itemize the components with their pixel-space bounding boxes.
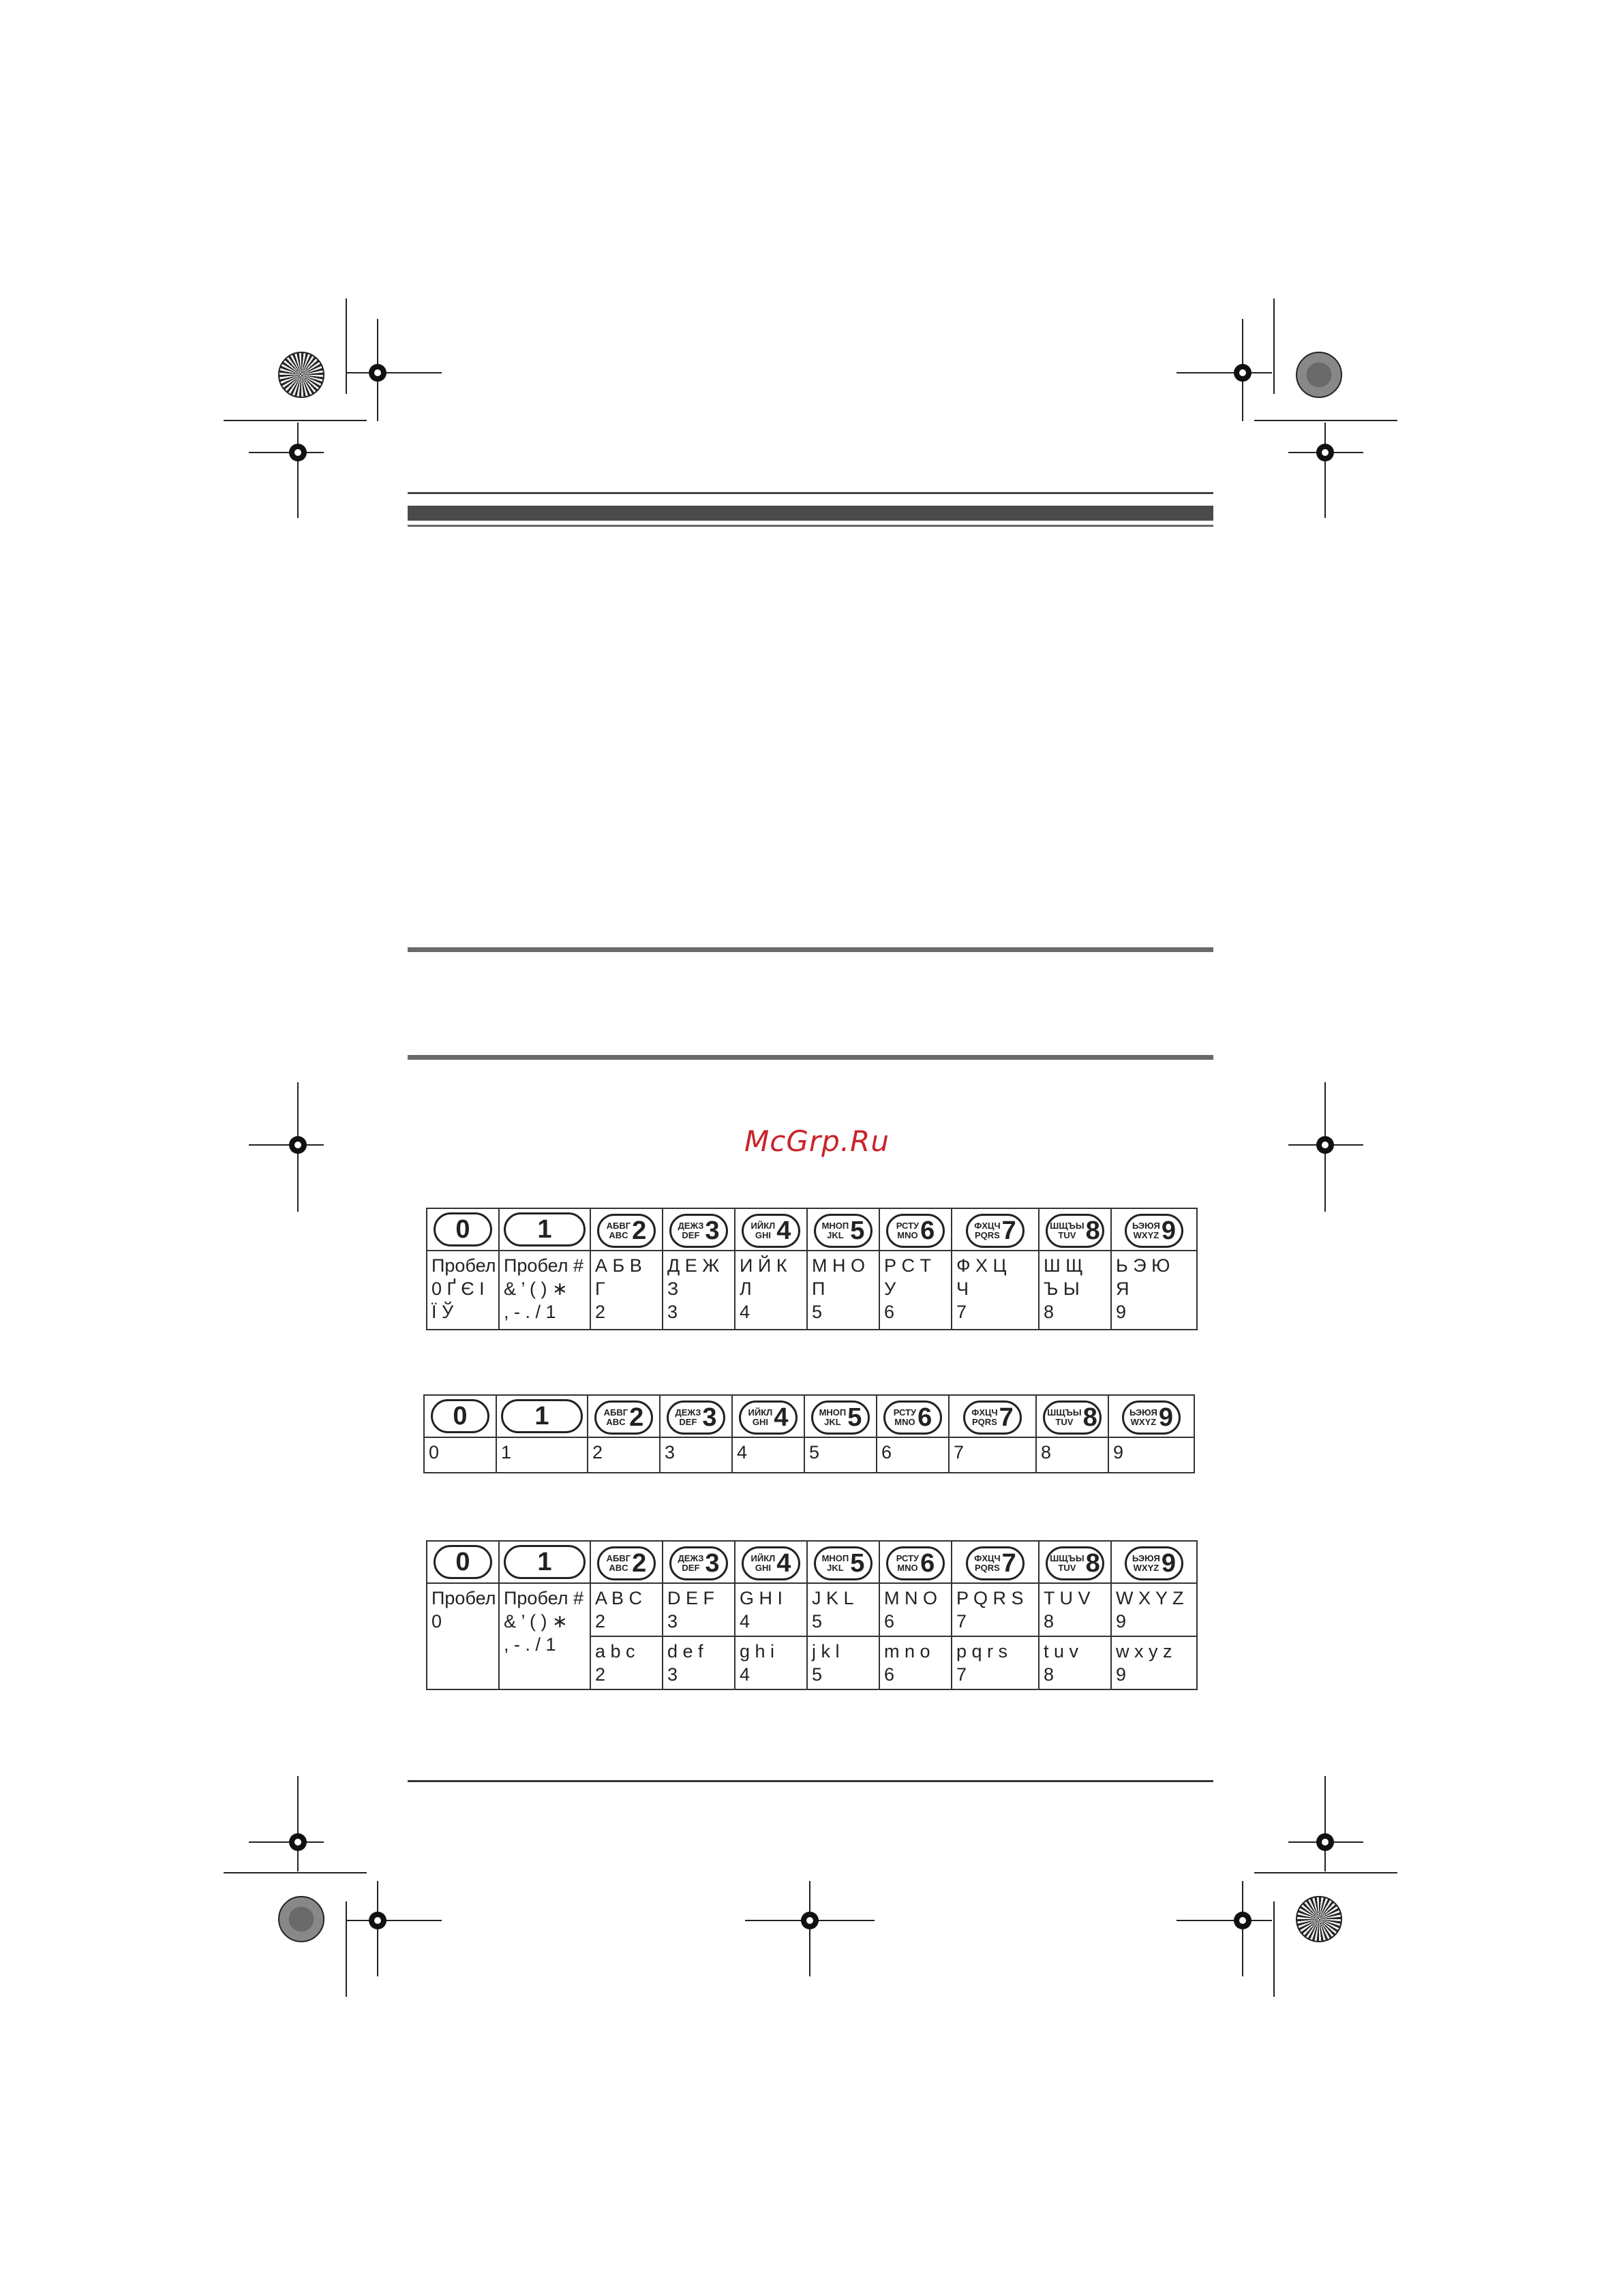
key-4-icon: ИЙКЛ GHI 4 xyxy=(739,1400,798,1435)
key-8-icon: ШЩЪЫ TUV 8 xyxy=(1043,1400,1102,1435)
key-cell xyxy=(1039,1541,1111,1583)
registration-mark-icon xyxy=(289,1833,307,1851)
key-cell xyxy=(590,1208,663,1251)
registration-mark-icon xyxy=(801,1912,819,1929)
crop-line xyxy=(1177,1920,1272,1921)
key-1-icon: 1 xyxy=(504,1545,586,1579)
registration-mark-icon xyxy=(1316,1833,1334,1851)
character-cell: 1 xyxy=(496,1437,588,1473)
key-row xyxy=(424,1395,1194,1437)
crop-line xyxy=(297,1776,299,1871)
character-row-upper xyxy=(427,1583,1197,1636)
character-cell: Ш Щ Ъ Ы 8 xyxy=(1039,1251,1111,1330)
header-thin-rule xyxy=(408,492,1213,494)
character-row xyxy=(424,1437,1194,1473)
key-7-icon: ФХЦЧ PQRS 7 xyxy=(963,1400,1022,1435)
header-thick-bar xyxy=(408,506,1213,521)
key-2-icon: АБВГ ABC 2 xyxy=(597,1214,656,1248)
registration-mark-icon xyxy=(1234,1912,1252,1929)
key-cell xyxy=(804,1395,877,1437)
key-cell xyxy=(588,1395,660,1437)
key-cell xyxy=(952,1208,1039,1251)
key-5-icon: МНОП JKL 5 xyxy=(811,1400,870,1435)
key-7-icon: ФХЦЧ PQRS 7 xyxy=(966,1214,1025,1248)
registration-mark-icon xyxy=(369,364,386,382)
character-cell: a b c 2 xyxy=(590,1636,663,1689)
character-cell: Пробел # & ’ ( ) ∗ , - . / 1 xyxy=(499,1251,590,1330)
key-cell xyxy=(590,1541,663,1583)
section-rule-2 xyxy=(408,1055,1213,1060)
key-1-icon: 1 xyxy=(504,1212,586,1246)
character-cell: P Q R S 7 xyxy=(952,1583,1039,1636)
character-cell: T U V 8 xyxy=(1039,1583,1111,1636)
character-cell: 6 xyxy=(877,1437,949,1473)
crop-line xyxy=(1254,420,1397,421)
key-cell xyxy=(499,1208,590,1251)
key-8-icon: ШЩЪЫ TUV 8 xyxy=(1046,1214,1104,1248)
key-cell xyxy=(1108,1395,1194,1437)
character-cell: Пробел 0 xyxy=(427,1583,499,1689)
key-cell xyxy=(1039,1208,1111,1251)
character-cell: m n o 6 xyxy=(879,1636,952,1689)
key-cell xyxy=(496,1395,588,1437)
key-cell xyxy=(735,1541,807,1583)
key-cell xyxy=(424,1395,496,1437)
character-cell: A B C 2 xyxy=(590,1583,663,1636)
registration-mark-icon xyxy=(289,444,307,461)
key-6-icon: РСТУ MNO 6 xyxy=(886,1546,945,1580)
crop-line xyxy=(1177,372,1272,373)
key-4-icon: ИЙКЛ GHI 4 xyxy=(742,1214,800,1248)
key-cell xyxy=(427,1541,499,1583)
character-cell: А Б В Г 2 xyxy=(590,1251,663,1330)
character-cell: g h i 4 xyxy=(735,1636,807,1689)
key-6-icon: РСТУ MNO 6 xyxy=(883,1400,942,1435)
section-rule-1 xyxy=(408,947,1213,952)
character-cell: 4 xyxy=(732,1437,804,1473)
crop-line xyxy=(249,452,324,453)
key-4-icon: ИЙКЛ GHI 4 xyxy=(742,1546,800,1580)
key-5-icon: МНОП JKL 5 xyxy=(814,1546,873,1580)
key-cell xyxy=(1036,1395,1108,1437)
key-cell xyxy=(807,1208,879,1251)
character-cell: М Н О П 5 xyxy=(807,1251,879,1330)
character-cell: G H I 4 xyxy=(735,1583,807,1636)
registration-mark-icon xyxy=(369,1912,386,1929)
key-row xyxy=(427,1208,1197,1251)
character-cell: Пробел # & ’ ( ) ∗ , - . / 1 xyxy=(499,1583,590,1689)
crop-line xyxy=(1324,423,1326,518)
key-3-icon: ДЕЖЗ DEF 3 xyxy=(667,1400,725,1435)
key-1-icon: 1 xyxy=(501,1399,583,1433)
key-cell xyxy=(807,1541,879,1583)
character-cell: 7 xyxy=(949,1437,1036,1473)
character-cell: t u v 8 xyxy=(1039,1636,1111,1689)
crop-line xyxy=(346,299,347,394)
character-cell: 2 xyxy=(588,1437,660,1473)
key-9-icon: ЬЭЮЯ WXYZ 9 xyxy=(1122,1400,1181,1435)
crop-line xyxy=(346,372,442,373)
registration-mark-icon xyxy=(1234,364,1252,382)
key-6-icon: РСТУ MNO 6 xyxy=(886,1214,945,1248)
crop-line xyxy=(249,1144,324,1146)
key-0-icon: 0 xyxy=(434,1212,492,1246)
key-8-icon: ШЩЪЫ TUV 8 xyxy=(1046,1546,1104,1580)
character-cell: Р С Т У 6 xyxy=(879,1251,952,1330)
key-0-icon: 0 xyxy=(434,1545,492,1579)
character-cell: 5 xyxy=(804,1437,877,1473)
crop-line xyxy=(346,1901,347,1997)
key-row xyxy=(427,1541,1197,1583)
crop-line xyxy=(346,1920,442,1921)
key-cell xyxy=(499,1541,590,1583)
footer-rule xyxy=(408,1780,1213,1782)
key-9-icon: ЬЭЮЯ WXYZ 9 xyxy=(1125,1214,1183,1248)
crop-line xyxy=(1254,1872,1397,1873)
key-cell xyxy=(660,1395,732,1437)
color-wheel-icon xyxy=(278,1896,324,1942)
character-cell: Пробел 0 Ґ Є І Ї Ў xyxy=(427,1251,499,1330)
character-cell: Д Е Ж З 3 xyxy=(663,1251,735,1330)
key-cell xyxy=(879,1541,952,1583)
character-row xyxy=(427,1251,1197,1330)
crop-line xyxy=(297,423,299,518)
key-cell xyxy=(735,1208,807,1251)
crop-line xyxy=(224,420,367,421)
key-cell xyxy=(952,1541,1039,1583)
key-cell xyxy=(663,1208,735,1251)
character-cell: Ь Э Ю Я 9 xyxy=(1111,1251,1197,1330)
character-cell: p q r s 7 xyxy=(952,1636,1039,1689)
character-cell: D E F 3 xyxy=(663,1583,735,1636)
key-5-icon: МНОП JKL 5 xyxy=(814,1214,873,1248)
registration-mark-icon xyxy=(1316,1136,1334,1154)
key-9-icon: ЬЭЮЯ WXYZ 9 xyxy=(1125,1546,1183,1580)
color-wheel-icon xyxy=(1296,352,1342,398)
key-2-icon: АБВГ ABC 2 xyxy=(594,1400,653,1435)
key-cell xyxy=(427,1208,499,1251)
key-cell xyxy=(732,1395,804,1437)
key-cell xyxy=(879,1208,952,1251)
character-cell: w x y z 9 xyxy=(1111,1636,1197,1689)
crop-line xyxy=(1324,1776,1326,1871)
key-3-icon: ДЕЖЗ DEF 3 xyxy=(669,1214,728,1248)
character-cell: j k l 5 xyxy=(807,1636,879,1689)
character-cell: И Й К Л 4 xyxy=(735,1251,807,1330)
header-bottom-rule xyxy=(408,525,1213,527)
crop-line xyxy=(1273,299,1275,394)
character-cell: 9 xyxy=(1108,1437,1194,1473)
key-cell xyxy=(1111,1208,1197,1251)
color-wheel-icon xyxy=(278,352,324,398)
key-cell xyxy=(1111,1541,1197,1583)
character-table-cyrillic xyxy=(426,1208,1198,1330)
numeric-table xyxy=(423,1394,1195,1473)
character-cell: W X Y Z 9 xyxy=(1111,1583,1197,1636)
character-cell: 0 xyxy=(424,1437,496,1473)
character-cell: Ф Х Ц Ч 7 xyxy=(952,1251,1039,1330)
watermark: McGrp.Ru xyxy=(744,1124,890,1158)
character-cell: 3 xyxy=(660,1437,732,1473)
key-3-icon: ДЕЖЗ DEF 3 xyxy=(669,1546,728,1580)
key-cell xyxy=(877,1395,949,1437)
key-cell xyxy=(663,1541,735,1583)
character-cell: 8 xyxy=(1036,1437,1108,1473)
character-cell: M N O 6 xyxy=(879,1583,952,1636)
key-0-icon: 0 xyxy=(431,1399,489,1433)
key-cell xyxy=(949,1395,1036,1437)
character-cell: d e f 3 xyxy=(663,1636,735,1689)
character-table-latin xyxy=(426,1540,1198,1690)
crop-line xyxy=(249,1841,324,1843)
key-2-icon: АБВГ ABC 2 xyxy=(597,1546,656,1580)
registration-mark-icon xyxy=(289,1136,307,1154)
color-wheel-icon xyxy=(1296,1896,1342,1942)
crop-line xyxy=(1273,1901,1275,1997)
crop-line xyxy=(224,1872,367,1873)
registration-mark-icon xyxy=(1316,444,1334,461)
character-cell: J K L 5 xyxy=(807,1583,879,1636)
key-7-icon: ФХЦЧ PQRS 7 xyxy=(966,1546,1025,1580)
